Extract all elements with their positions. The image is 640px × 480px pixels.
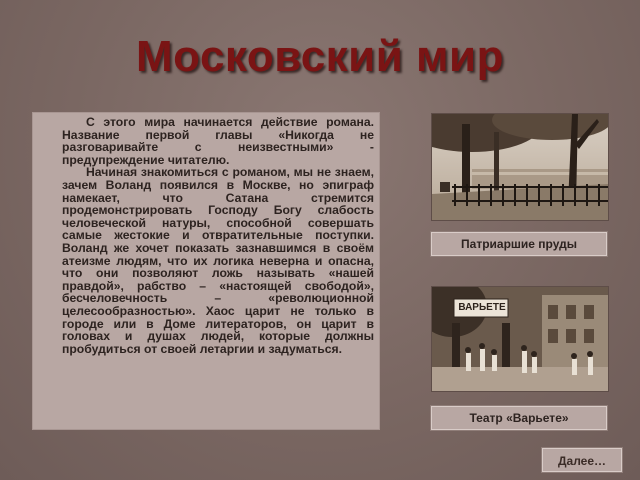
patriarch-ponds-caption: Патриаршие пруды (431, 232, 607, 256)
text-panel (32, 112, 380, 430)
theatre-sign-text: ВАРЬЕТЕ (458, 302, 506, 313)
intro-paragraph: С этого мира начинается действие романа. Название первой главы «Никогда не разговаривайте с неизвестными» - предупреждение читателю. (62, 115, 374, 167)
main-paragraph: Начиная знакомиться с романом, мы не знаем, зачем Воланд появился в Москве, но эпиграф намекает, что Сатана стремится продемонстрировать Господу Богу слабость человеческой натуры, способной совершать самые жестокие и отвратительные поступки. Воланд же хочет показать зазнавшимся в своём атеизме людям, что их логика неверна и опасна, что они позволяют ложь называть «нашей правдой», рабство – «настоящей свободой», бесчеловечность – «революционной целесообразностью». Хаос царит не только в городе или в Доме литераторов, он царит в головах и душах людей, которые должны пробудиться от своей летаргии и задуматься. (62, 165, 374, 356)
variety-theatre-photo (431, 286, 609, 392)
variety-theatre-caption: Театр «Варьете» (431, 406, 607, 430)
next-button[interactable]: Далее… (542, 448, 622, 472)
slide-title: Московский мир (136, 32, 504, 81)
patriarch-ponds-photo (431, 113, 609, 221)
